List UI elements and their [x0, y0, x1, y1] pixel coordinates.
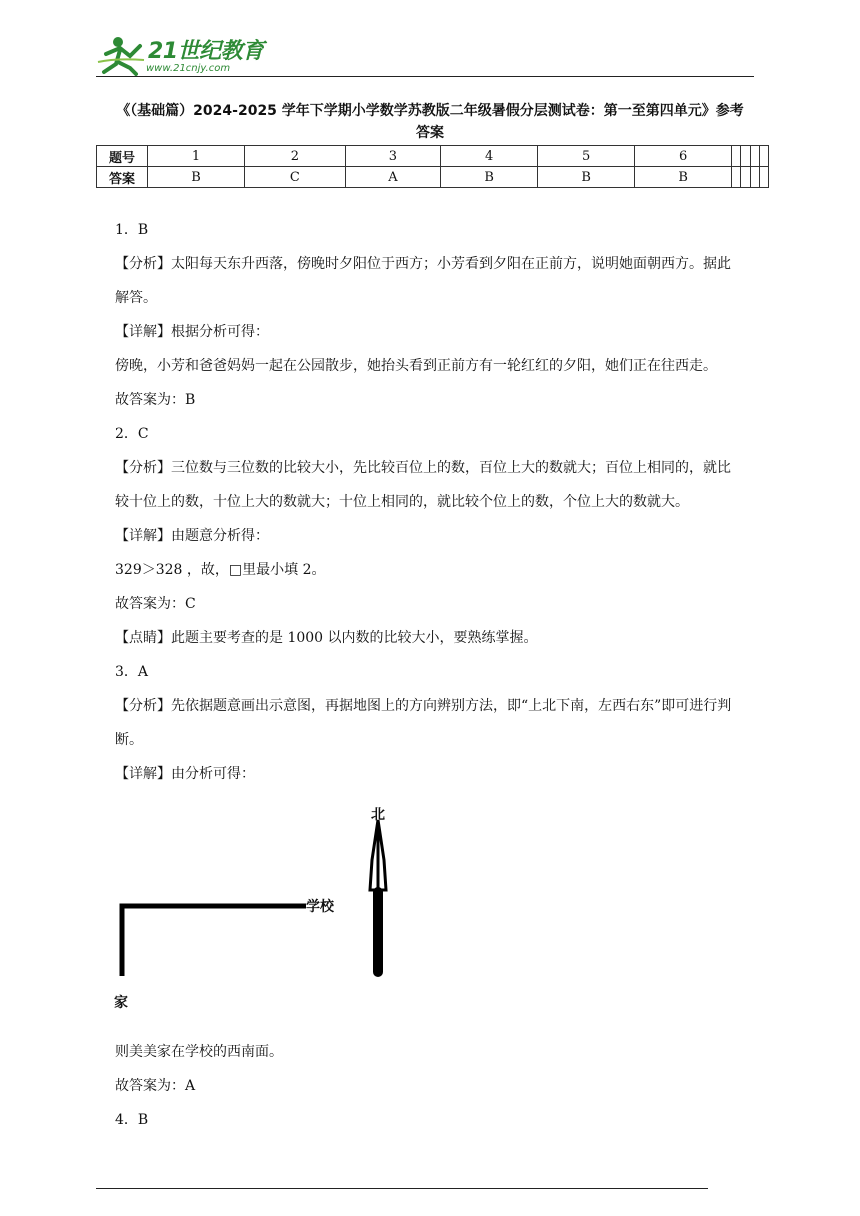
table-cell: 4 — [441, 146, 538, 167]
q1-analysis-line-1: 【分析】太阳每天东升西落，傍晚时夕阳位于西方；小芳看到夕阳在正前方，说明她面朝西方。据此 — [115, 256, 731, 272]
table-cell — [750, 167, 759, 188]
table-header-number: 题号 — [97, 146, 148, 167]
q3-analysis-line-2: 断。 — [115, 732, 143, 748]
table-header-answer: 答案 — [97, 167, 148, 188]
document-title — [96, 100, 764, 144]
q2-point: 【点睛】此题主要考查的是 1000 以内数的比较大小，要熟练掌握。 — [115, 630, 538, 646]
logo-text: 21世纪教育 — [148, 39, 264, 64]
q2-answer: 故答案为：C — [115, 596, 196, 612]
q3-analysis-line-1: 【分析】先依据题意画出示意图，再据地图上的方向辨别方法，即“上北下南，左西右东”即可进行判 — [115, 698, 732, 714]
q3-detail: 【详解】由分析可得： — [115, 766, 255, 782]
table-cell — [750, 146, 759, 167]
table-cell — [759, 167, 768, 188]
table-cell — [759, 146, 768, 167]
direction-diagram-svg — [108, 800, 408, 1020]
q1-detail-text: 傍晚，小芳和爸爸妈妈一起在公园散步，她抬头看到正前方有一轮红红的夕阳，她们正在往西走。 — [115, 358, 717, 374]
title-line-1: 《（基础篇）2024-2025 学年下学期小学数学苏教版二年级暑假分层测试卷：第一至第四单元》参考 — [116, 103, 744, 119]
table-cell: B — [148, 167, 245, 188]
table-cell — [741, 167, 750, 188]
q2-detail: 【详解】由题意分析得： — [115, 528, 269, 544]
table-cell: B — [635, 167, 732, 188]
table-cell: 6 — [635, 146, 732, 167]
school-label: 学校 — [306, 899, 334, 915]
north-label: 北 — [371, 807, 385, 823]
title-line-2: 答案 — [416, 125, 444, 141]
table-cell: 1 — [148, 146, 245, 167]
q1-analysis-line-2: 解答。 — [115, 290, 157, 306]
table-cell — [741, 146, 750, 167]
table-row-answers — [97, 167, 769, 188]
table-cell: B — [441, 167, 538, 188]
q2-analysis-line-2: 较十位上的数，十位上大的数就大；十位上相同的，就比较个位上的数，个位上大的数就大。 — [115, 494, 689, 510]
q3-result: 则美美家在学校的西南面。 — [115, 1044, 283, 1060]
home-label: 家 — [114, 995, 128, 1011]
table-cell: 3 — [345, 146, 440, 167]
header-divider — [96, 76, 754, 77]
q3-answer: 故答案为：A — [115, 1078, 196, 1094]
table-cell: A — [345, 167, 440, 188]
q1-detail: 【详解】根据分析可得： — [115, 324, 269, 340]
answer-table — [96, 145, 769, 188]
direction-diagram — [108, 800, 408, 1020]
logo-url: www.21cnjy.com — [146, 63, 231, 74]
table-row-numbers — [97, 146, 769, 167]
route-line — [122, 906, 306, 976]
footer-divider — [96, 1188, 708, 1189]
table-cell: B — [538, 167, 635, 188]
q2-title: 2．C — [115, 426, 149, 442]
q1-answer: 故答案为：B — [115, 392, 196, 408]
q3-title: 3．A — [115, 664, 149, 680]
q2-detail-text: 329＞328 ，故，□里最小填 2。 — [115, 562, 326, 578]
table-cell: C — [245, 167, 346, 188]
q2-analysis-line-1: 【分析】三位数与三位数的比较大小，先比较百位上的数，百位上大的数就大；百位上相同的，就比 — [115, 460, 731, 476]
q4-title: 4．B — [115, 1112, 149, 1128]
table-cell: 5 — [538, 146, 635, 167]
table-cell — [732, 146, 741, 167]
q1-title: 1．B — [115, 222, 149, 238]
table-cell — [732, 167, 741, 188]
table-cell: 2 — [245, 146, 346, 167]
